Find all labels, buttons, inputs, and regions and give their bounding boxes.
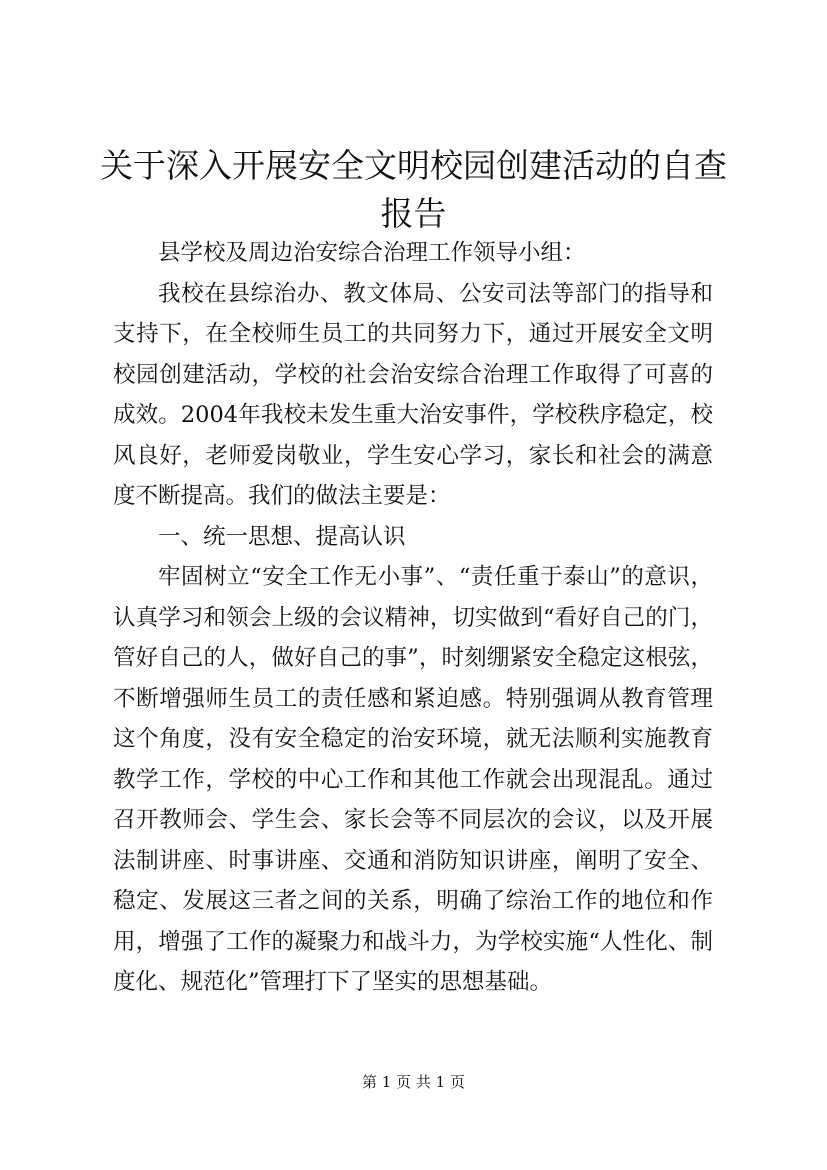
document-body xyxy=(113,233,713,1003)
document-title: 关于深入开展安全文明校园创建活动的自查报告 xyxy=(100,146,727,233)
page-footer: 第 1 页 共 1 页 xyxy=(362,1073,465,1091)
body-paragraph-1: 我校在县综治办、教文体局、公安司法等部门的指导和支持下，在全校师生员工的共同努力下，通过开展安全文明校园创建活动，学校的社会治安综合治理工作取得了可喜的成效。2004年我校未发生重大治安事件，学校秩序稳定，校风良好，老师爱岗敬业，学生安心学习，家长和社会的满意度不断提高。我们的做法主要是： xyxy=(113,280,713,509)
salutation: 县学校及周边治安综合治理工作领导小组： xyxy=(158,240,586,266)
section-paragraph: 牢固树立“安全工作无小事”、“责任重于泰山”的意识，认真学习和领会上级的会议精神，切实做到“看好自己的门，管好自己的人，做好自己的事”，时刻绷紧安全稳定这根弦，不断增强师生员工的责任感和紧迫感。特别强调从教育管理这个角度，没有安全稳定的治安环境，就无法顺利实施教育教学工作，学校的中心工作和其他工作就会出现混乱。通过召开教师会、学生会、家长会等不同层次的会议，以及开展法制讲座、时事讲座、交通和消防知识讲座，阐明了安全、稳定、发展这三者之间的关系，明确了综治工作的地位和作用，增强了工作的凝聚力和战斗力，为学校实施“人性化、制度化、规范化”管理打下了坚实的思想基础。 xyxy=(113,564,713,995)
section-heading: 一、统一思想、提高认识 xyxy=(158,523,406,550)
